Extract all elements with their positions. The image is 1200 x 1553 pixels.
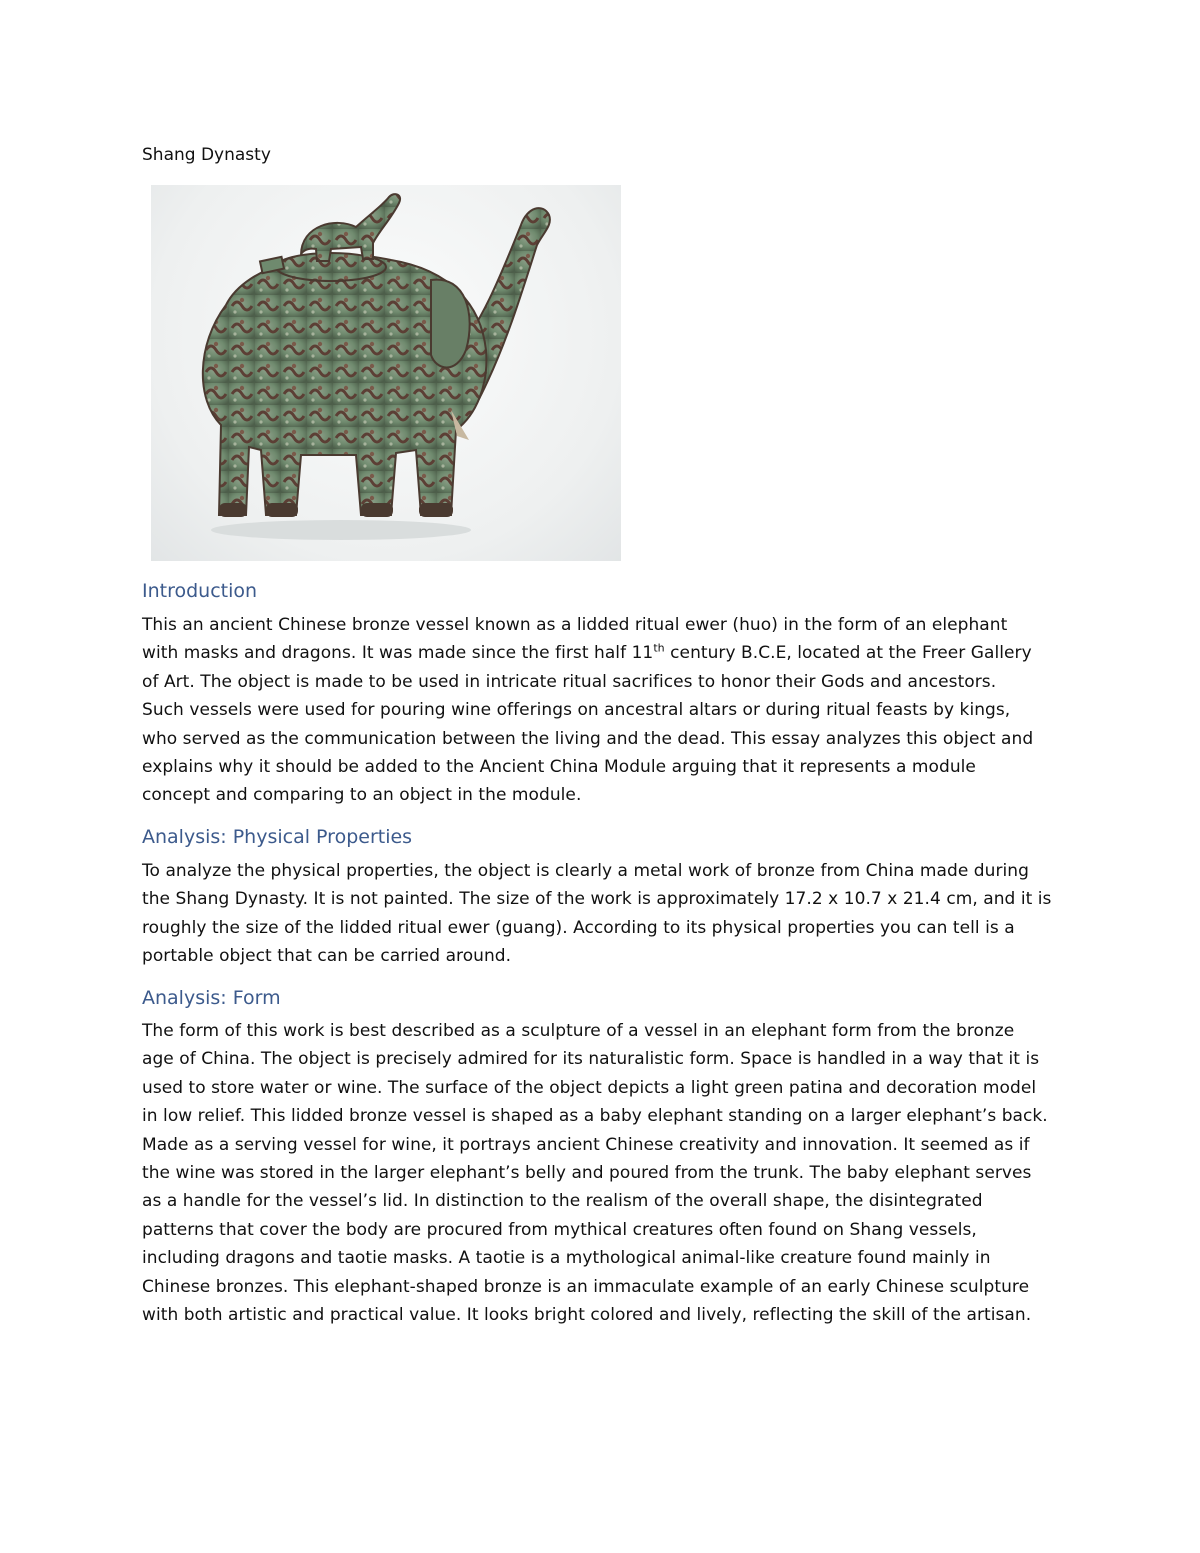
elephant-vessel-illustration	[151, 185, 621, 561]
baby-elephant-shape	[301, 194, 400, 261]
paragraph-line: of Art. The object is made to be used in intricate ritual sacrifices to honor their Gods and ancestors.	[142, 671, 997, 692]
introduction-paragraph	[142, 611, 1072, 810]
ear-shape	[431, 280, 470, 368]
paragraph-line: the wine was stored in the larger elephant’s belly and poured from the trunk. The baby elephant serves	[142, 1163, 1032, 1184]
paragraph-line: as a handle for the vessel’s lid. In distinction to the realism of the overall shape, the disintegrated	[142, 1191, 983, 1212]
paragraph-line: portable object that can be carried around.	[142, 946, 512, 967]
paragraph-line: age of China. The object is precisely admired for its naturalistic form. Space is handled in a way that it is	[142, 1049, 1040, 1070]
section-heading-form: Analysis: Form	[142, 987, 281, 1009]
paragraph-line: explains why it should be added to the Ancient China Module arguing that it represents a module	[142, 757, 976, 778]
paragraph-line: the Shang Dynasty. It is not painted. The size of the work is approximately 17.2 x 10.7 x 21.4 cm, and it is	[142, 889, 1052, 910]
physical-properties-paragraph	[142, 857, 1072, 971]
paragraph-line: The form of this work is best described as a sculpture of a vessel in an elephant form from the bronze	[142, 1021, 1015, 1041]
paragraph-line: used to store water or wine. The surface of the object depicts a light green patina and decoration model	[142, 1077, 1037, 1098]
section-heading-physical-properties: Analysis: Physical Properties	[142, 826, 413, 848]
paragraph-line	[142, 639, 1072, 667]
superscript: th	[653, 641, 665, 655]
paragraph-line: Made as a serving vessel for wine, it portrays ancient Chinese creativity and innovation. It seemed as if	[142, 1134, 1030, 1155]
paragraph-line: Such vessels were used for pouring wine offerings on ancestral altars or during ritual feasts by kings,	[142, 700, 1011, 721]
paragraph-line: roughly the size of the lidded ritual ewer (guang). According to its physical properties you can tell is a	[142, 917, 1015, 938]
section-heading-introduction: Introduction	[142, 580, 258, 602]
paragraph-line: including dragons and taotie masks. A taotie is a mythological animal-like creature found mainly in	[142, 1248, 991, 1269]
paragraph-line: This an ancient Chinese bronze vessel known as a lidded ritual ewer (huo) in the form of an elephant	[142, 615, 1008, 635]
paragraph-line: Chinese bronzes. This elephant-shaped bronze is an immaculate example of an early Chinese sculpture	[142, 1276, 1030, 1297]
paragraph-line: who served as the communication between the living and the dead. This essay analyzes this object and	[142, 728, 1034, 749]
paragraph-line: in low relief. This lidded bronze vessel is shaped as a baby elephant standing on a larger elephant’s back.	[142, 1106, 1048, 1127]
document-title: Shang Dynasty	[142, 145, 271, 165]
line-text: century B.C.E, located at the Freer Gallery	[664, 643, 1032, 664]
paragraph-line: patterns that cover the body are procured from mythical creatures often found on Shang vessels,	[142, 1219, 977, 1240]
bronze-elephant-vessel-photo	[151, 185, 621, 561]
paragraph-line: To analyze the physical properties, the object is clearly a metal work of bronze from China made during	[142, 861, 1029, 881]
form-paragraph	[142, 1017, 1072, 1329]
paragraph-line: concept and comparing to an object in the module.	[142, 785, 582, 806]
paragraph-line: with both artistic and practical value. It looks bright colored and lively, reflecting the skill of the artisan.	[142, 1305, 1032, 1326]
line-text: with masks and dragons. It was made since the first half 11	[142, 643, 654, 664]
